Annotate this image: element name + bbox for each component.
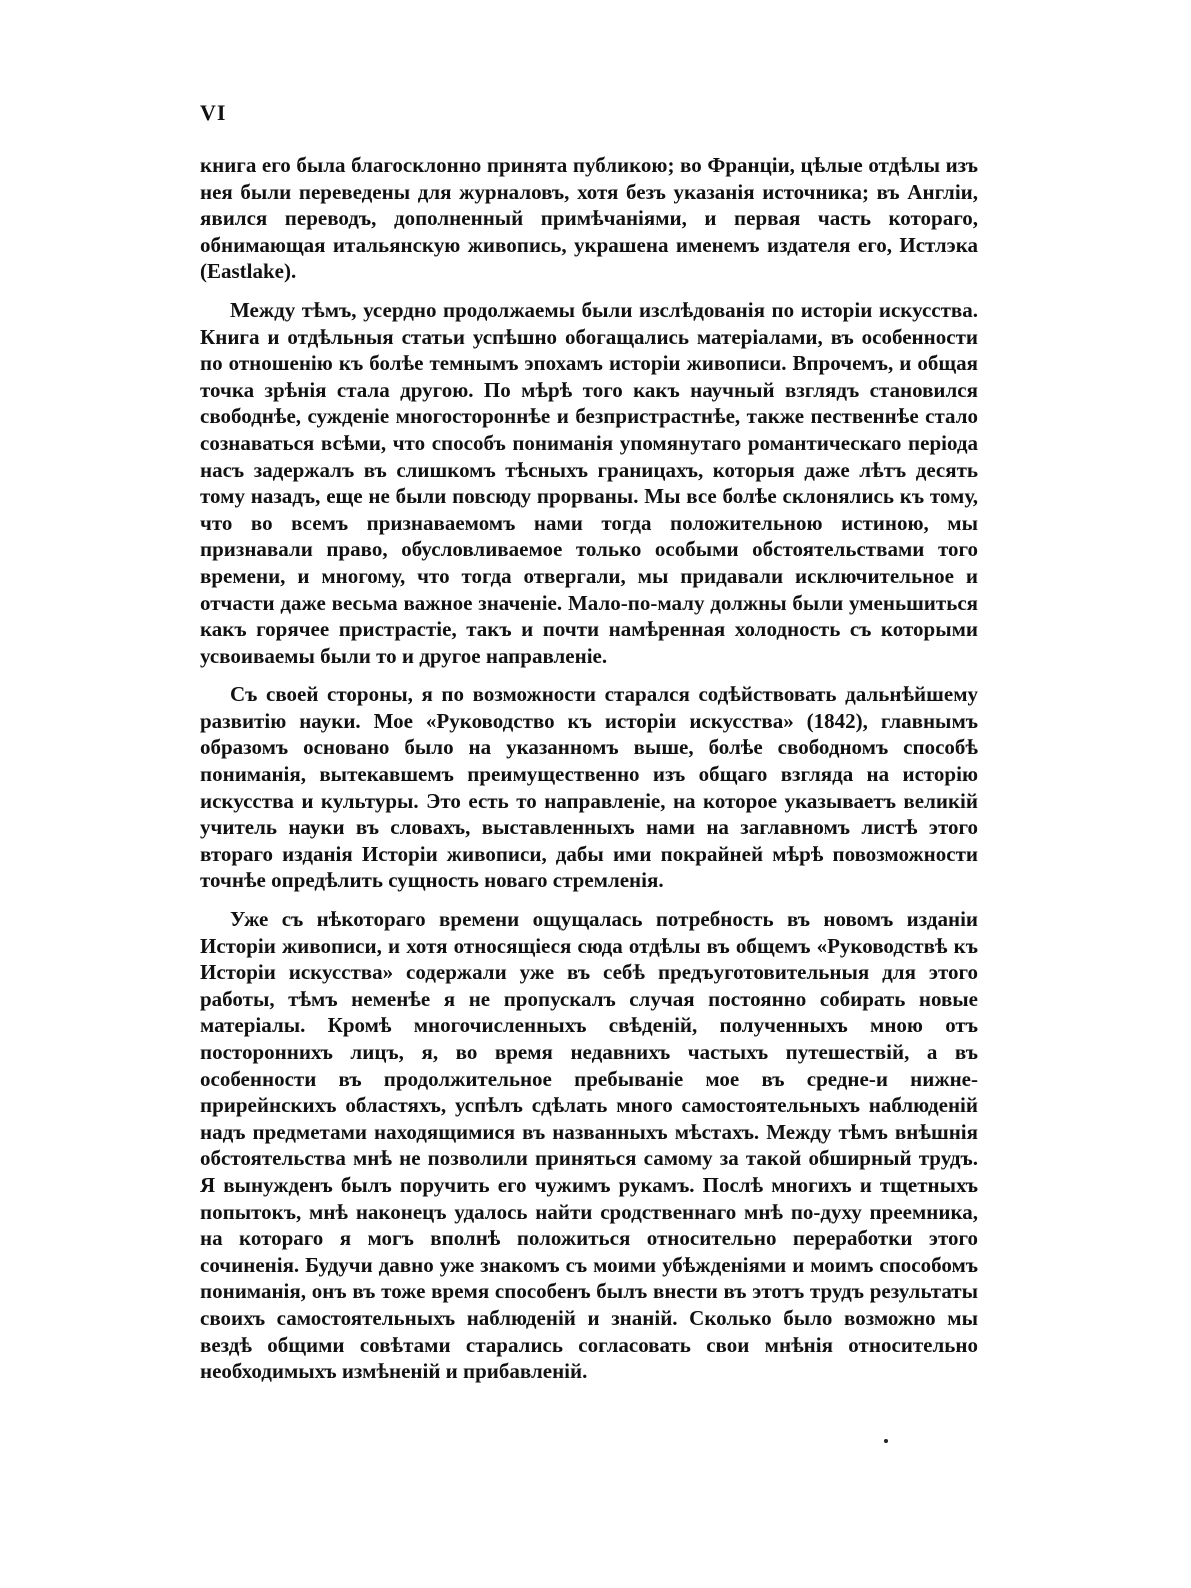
paragraph-1: книга его была благосклонно принята публикою; во Франціи, цѣлые отдѣлы изъ нея были переведены для журналовъ, хотя безъ указанія источника; въ Англіи, явился переводъ, дополненный примѣчаніями, и первая часть котораго, обнимающая итальянскую живопись, украшена именемъ издателя его, Истлэка (Eastlake).	[200, 153, 978, 284]
paragraph-4: Уже съ нѣкотораго времени ощущалась потребность въ новомъ изданіи Исторіи живописи, и хотя относящіеся сюда отдѣлы въ общемъ «Руководствѣ къ Исторіи искусства» содержали уже въ себѣ предъуготовительныя для этого работы, тѣмъ неменѣе я не пропускалъ случая постоянно собирать новые матеріалы. Кромѣ многочисленныхъ свѣденій, полученныхъ мною отъ постороннихъ лицъ, я, во время недавнихъ частыхъ путешествій, а въ особенности въ продолжительное пребываніе мое въ средне-и нижне-прирейнскихъ областяхъ, успѣлъ сдѣлать много самостоятельныхъ наблюденій надъ предметами находящимися въ названныхъ мѣстахъ. Между тѣмъ внѣшнія обстоятельства мнѣ не позволили приняться самому за такой обширный трудъ. Я вынужденъ былъ поручить его чужимъ рукамъ. Послѣ многихъ и тщетныхъ попытокъ, мнѣ наконецъ удалось найти сродственнаго мнѣ по-духу преемника, на котораго я могъ вполнѣ положиться относительно переработки этого сочиненія. Будучи давно уже знакомъ съ моими убѣжденіями и моимъ способомъ пониманія, онъ въ тоже время способенъ былъ внести въ этотъ трудъ результаты своихъ самостоятельныхъ наблюденій и знаній. Сколько было возможно мы вездѣ общими совѣтами старались согласовать свои мнѣнія относительно необходимыхъ измѣненій и прибавленій.	[200, 907, 978, 1384]
paragraph-3: Съ своей стороны, я по возможности старался содѣйствовать дальнѣйшему развитію науки. Мое «Руководство къ исторіи искусства» (1842), главнымъ образомъ основано было на указанномъ выше, болѣе свободномъ способѣ пониманія, вытекавшемъ преимущественно изъ общаго взгляда на исторію искусства и культуры. Это есть то направленіе, на которое указываетъ великій учитель науки въ словахъ, выставленныхъ нами на заглавномъ листѣ этого втораго изданія Исторіи живописи, дабы ими покрайней мѣрѣ повозможности точнѣе опредѣлить сущность новаго стремленія.	[200, 682, 978, 893]
paragraph-2: Между тѣмъ, усердно продолжаемы были изслѣдованія по исторіи искусства. Книга и отдѣльныя статьи успѣшно обогащались матеріалами, въ особенности по отношенію къ болѣе темнымъ эпохамъ исторіи живописи. Впрочемъ, и общая точка зрѣнія стала другою. По мѣрѣ того какъ научный взглядъ становился свободнѣе, сужденіе многостороннѣе и безпристрастнѣе, также пественнѣе стало сознаваться всѣми, что способъ пониманія упомянутаго романтическаго періода насъ задержалъ въ слишкомъ тѣсныхъ границахъ, которыя даже лѣтъ десять тому назадъ, еще не были повсюду прорваны. Мы все болѣе склонялись къ тому, что во всемъ признаваемомъ нами тогда положительною истиною, мы признавали право, обусловливаемое только особыми обстоятельствами того времени, и многому, что тогда отвергали, мы придавали исключительное и отчасти даже весьма важное значеніе. Мало-по-малу должны были уменьшиться какъ горячее пристрастіе, такъ и почти намѣренная холодность съ которыми усвоиваемы были то и другое направленіе.	[200, 297, 978, 668]
page-number: VI	[200, 100, 227, 125]
ink-dot-mark	[884, 1439, 888, 1443]
body-text	[200, 152, 978, 1397]
